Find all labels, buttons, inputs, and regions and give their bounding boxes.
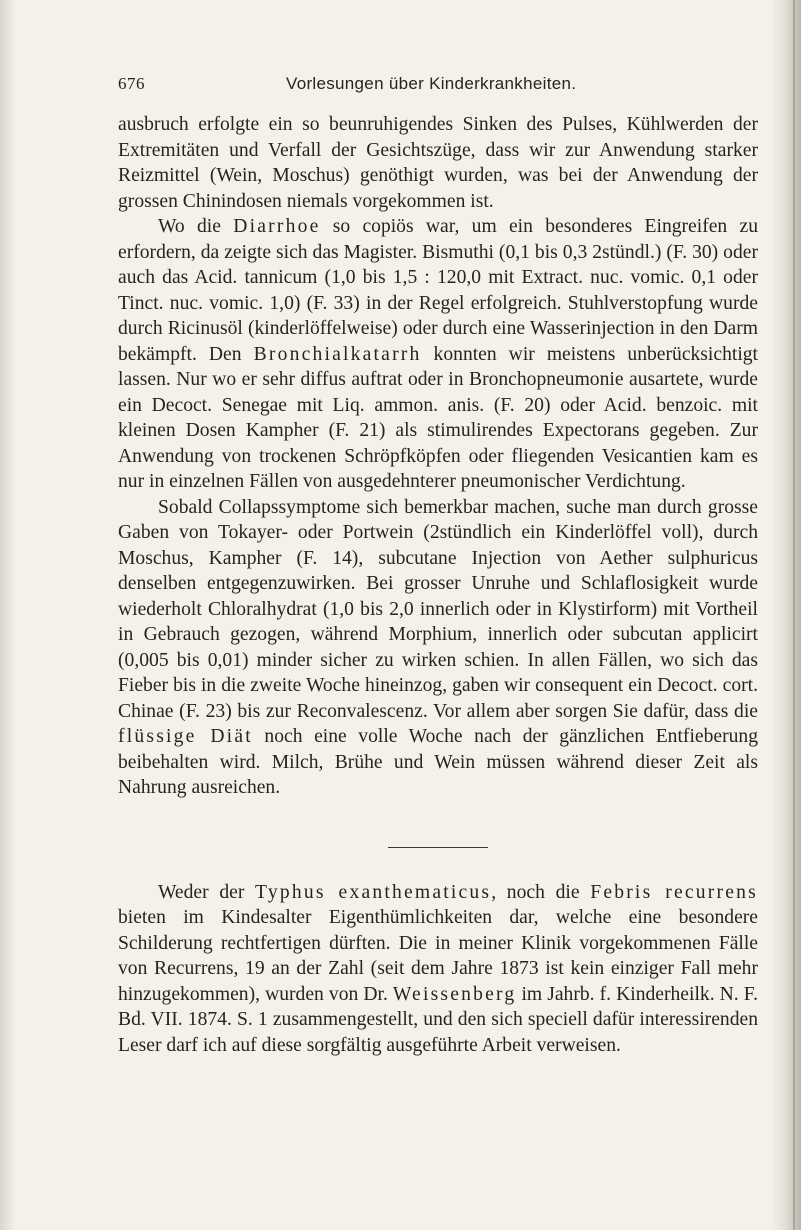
page-edge-left <box>0 0 14 1230</box>
term-diarrhoe: Diarrhoe <box>233 216 321 237</box>
running-title: Vorlesungen über Kinderkrankheiten. <box>286 74 577 93</box>
paragraph-4-text-c: bieten im Kindesalter Eigenthümlichkeiten dar, welche eine besondere Schilderung rechtfertigen dürften. Die in meiner Klinik vorgekommenen Fälle von Recurrens, 19 an der Zahl (seit dem Jahre 1873 ist kein einziger Fall mehr hinzugekommen), wurden von Dr. <box>118 907 758 1005</box>
paragraph-1-text: ausbruch erfolgte ein so beunruhigendes Sinken des Pulses, Kühlwerden der Extremitäten und Verfall der Gesichtszüge, dass wir zur Anwendung starker Reizmittel (Wein, Moschus) genöthigt wurden, was bei der Anwendung der grossen Chinindosen niemals vorgekommen ist. <box>118 114 758 212</box>
author-weissenberg: Weissenberg <box>392 983 517 1005</box>
paragraph-4-text-b: , noch die <box>491 881 591 903</box>
page-edge-right <box>771 0 801 1230</box>
body-text <box>118 112 758 1058</box>
paragraph-3-text-b: noch eine volle Woche nach der gänzlichen Entfieberung beibehalten wird. Milch, Brühe und Wein müssen während dieser Zeit als Nahrung ausreichen. <box>118 726 759 798</box>
paragraph-3-text-a: Sobald Collapssymptome sich bemerkbar machen, suche man durch grosse Gaben von Tokayer- oder Portwein (2stündlich ein Kinderlöffel voll), durch Moschus, Kampher (F. 14), subcutane Injection von Aether sulphuricus denselben entgegenzuwirken. Bei grosser Unruhe und Schlaflosigkeit wurde wiederholt Chloralhydrat (1,0 bis 2,0 innerlich oder in Klystirform) mit Vortheil in Gebrauch gezogen, während Morphium, innerlich oder subcutan applicirt (0,005 bis 0,01) minder sicher zu wirken schien. In allen Fällen, wo sich das Fieber bis in die zweite Woche hineinzog, gaben wir consequent ein Decoct. cort. Chinae (F. 23) bis zur Reconvalescenz. Vor allem aber sorgen Sie dafür, dass die <box>118 496 758 722</box>
paragraph-4-text-d: im Jahrb. f. Kinderheilk. N. F. Bd. VII. 1874. S. 1 zusammengestellt, und den sich speciell dafür interessirenden Leser darf ich auf diese sorgfältig ausgeführte Arbeit verweisen. <box>118 983 758 1056</box>
paragraph-2-text-b: so copiös war, um ein besonderes Eingreifen zu erfordern, da zeigte sich das Magister. Bismuthi (0,1 bis 0,3 2stündl.) (F. 30) oder auch das Acid. tannicum (1,0 bis 1,5 : 120,0 mit Extract. nuc. vomic. 0,1 oder Tinct. nuc. vomic. 1,0) (F. 33) in der Regel erfolgreich. Stuhlverstopfung wurde durch Ricinusöl (kinderlöffelweise) oder durch eine Wasserinjection in den Darm bekämpft. Den <box>118 216 758 365</box>
page-number: 676 <box>118 74 145 93</box>
paragraph-4 <box>118 880 758 1059</box>
paragraph-2 <box>118 214 758 495</box>
term-typhus-exanthematicus: Typhus exanthematicus <box>255 881 492 903</box>
paragraph-2-text-c: konnten wir meistens unberücksichtigt lassen. Nur wo er sehr diffus auftrat oder in Bronchopneumonie ausartete, wurde ein Decoct. Senegae mit Liq. ammon. anis. (F. 20) oder Acid. benzoic. mit kleinen Dosen Kampher (F. 21) als stimulirendes Expectorans gegeben. Zur Anwendung von trockenen Schröpfköpfen oder fliegenden Vesicantien kam es nur in einzelnen Fällen von ausgedehnterer pneumonischer Verdichtung. <box>118 343 758 492</box>
term-bronchialkatarrh: Bronchialkatarrh <box>253 343 422 365</box>
term-fluessige-diaet: flüssige Diät <box>118 726 253 747</box>
paragraph-2-text-a: Wo die <box>158 216 234 237</box>
page-header <box>118 74 758 100</box>
section-divider <box>388 847 488 848</box>
paragraph-4-text-a: Weder der <box>158 881 256 903</box>
term-febris-recurrens: Febris recurrens <box>590 881 758 903</box>
paragraph-3 <box>118 495 758 801</box>
paragraph-1 <box>118 112 758 214</box>
